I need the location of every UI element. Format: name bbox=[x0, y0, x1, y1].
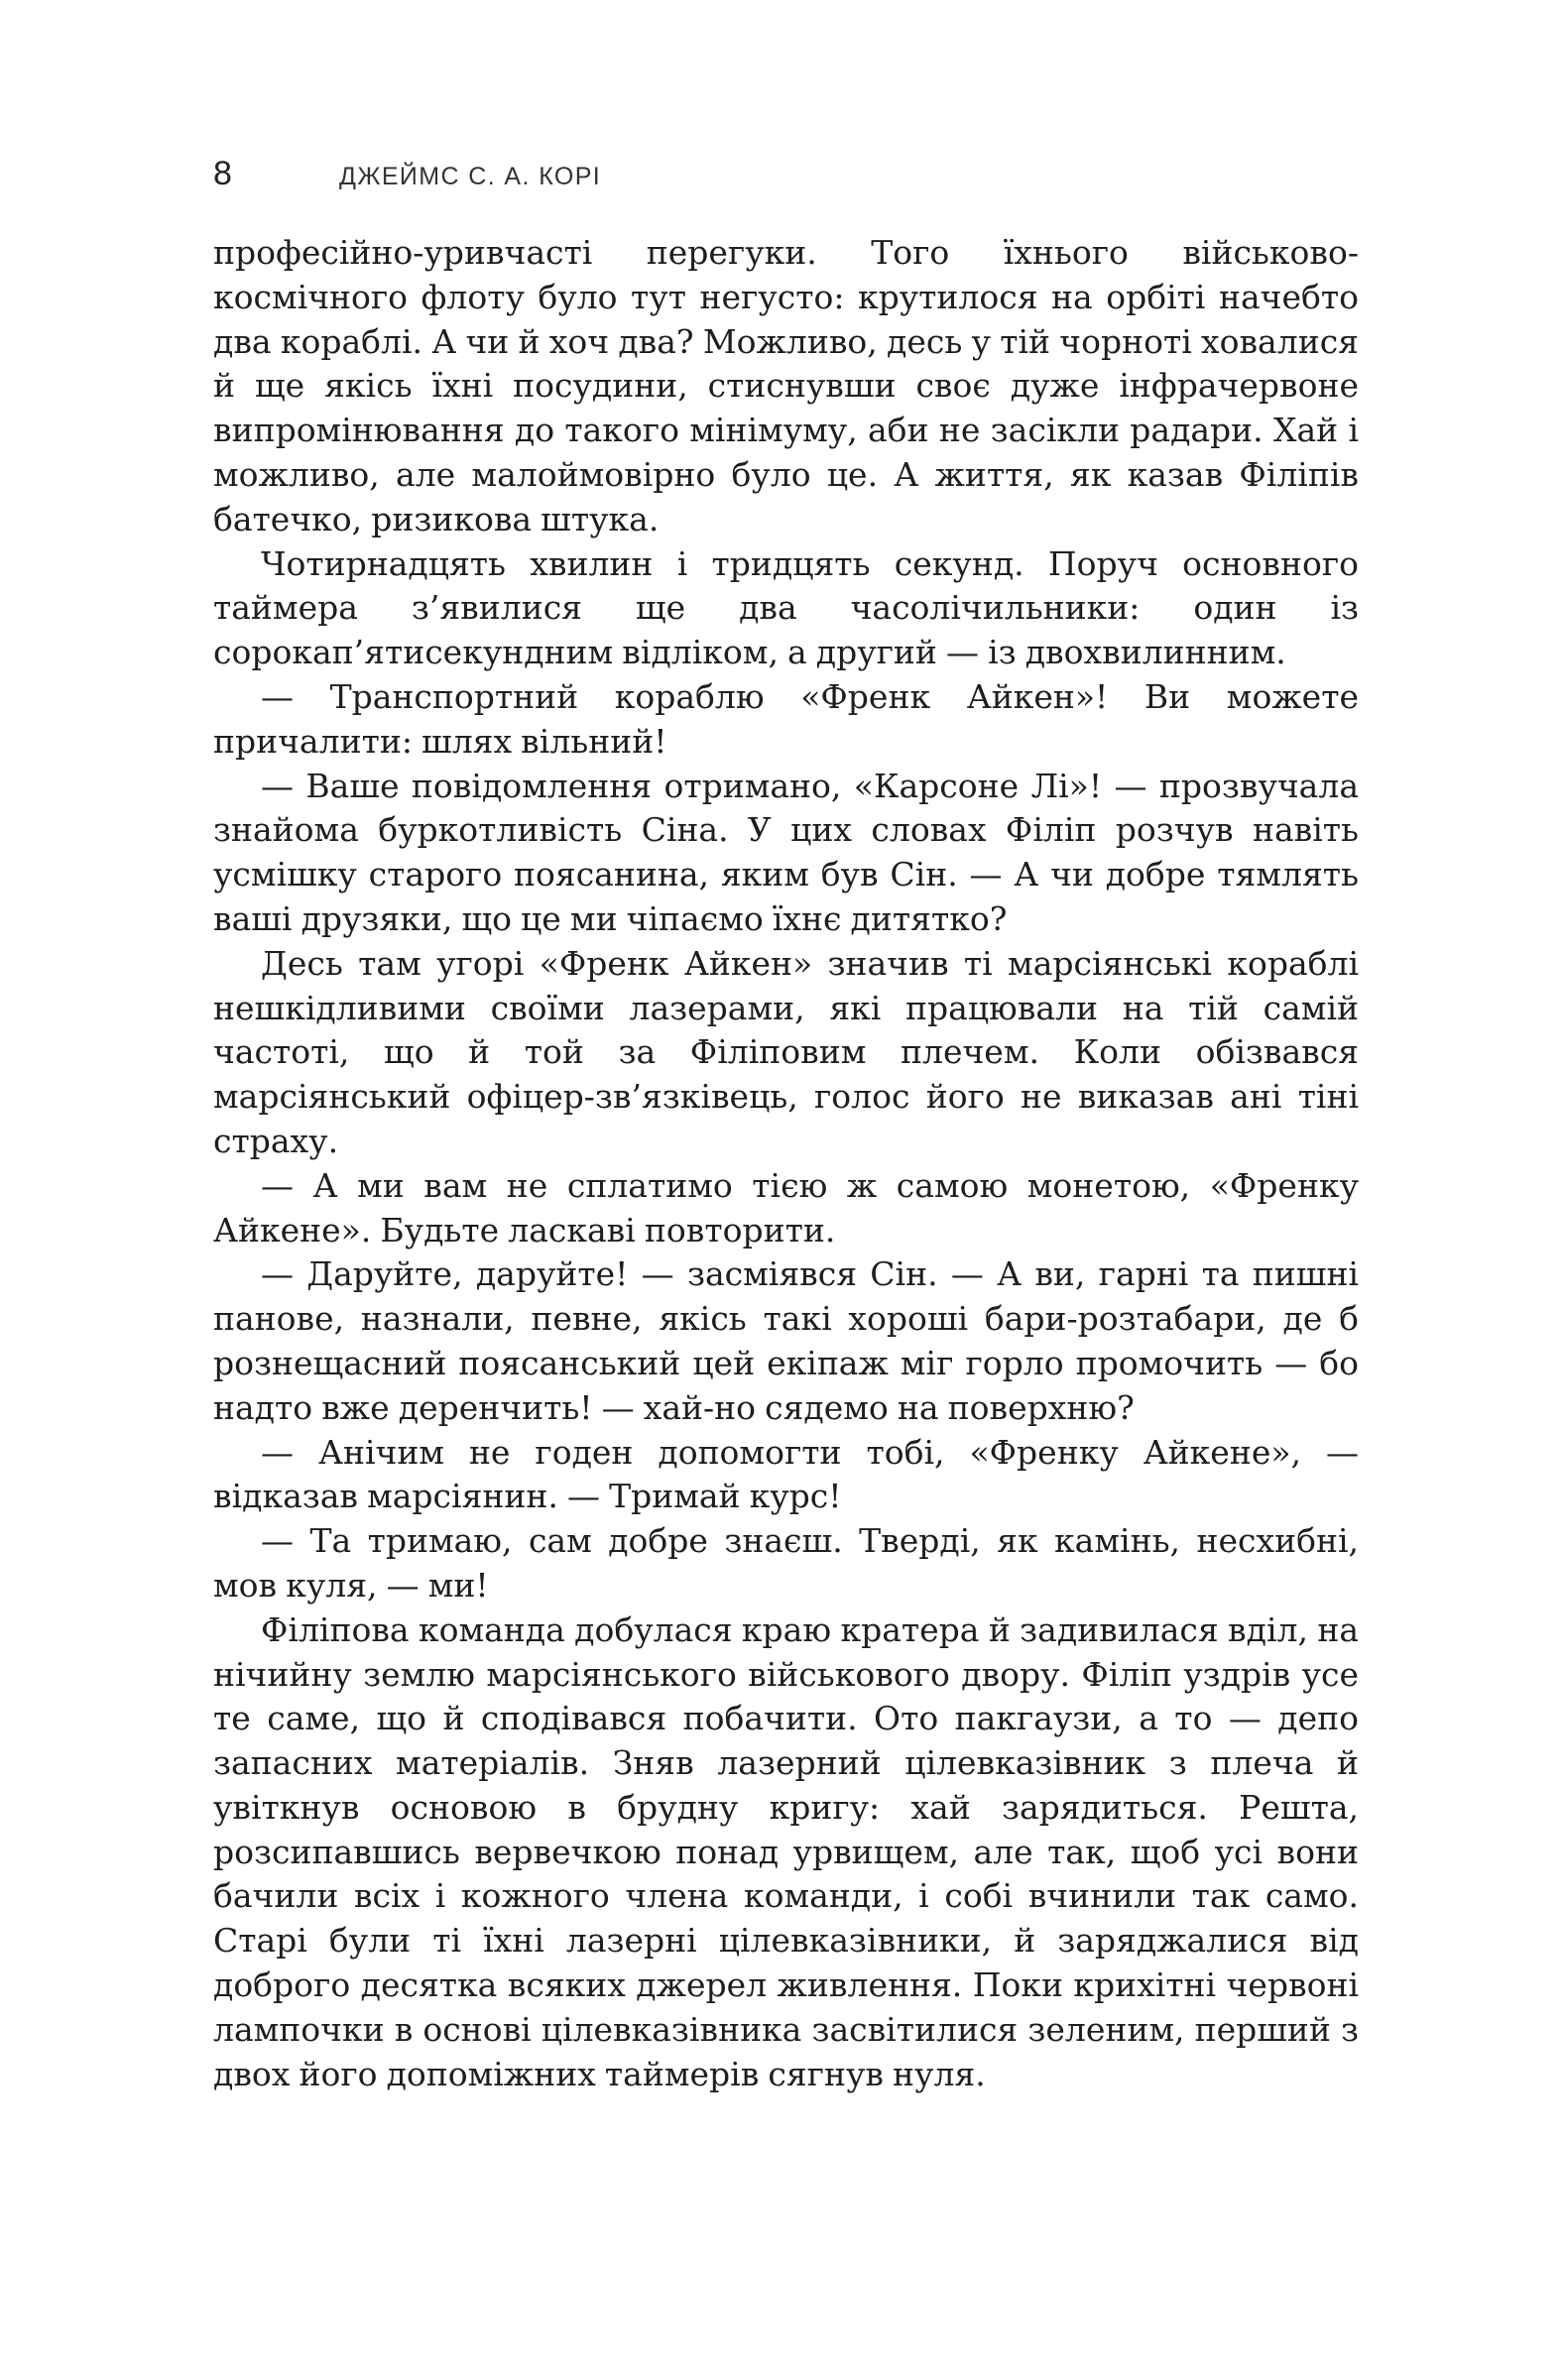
running-header bbox=[213, 155, 601, 194]
paragraph: — А ми вам не сплатимо тією ж самою монетою, «Френку Айкене». Будьте ласкаві повторити. bbox=[213, 1165, 1359, 1250]
paragraph: Філіпова команда добулася краю кратера й задивилася вділ, на нічийну землю марсіянського військового двору. Філіп уздрів усе те саме, що й сподівався побачити. Ото пакгаузи, а то — депо запасних матеріалів. Зняв лазерний цілевказівник з плеча й увіткнув основою в брудну кригу: хай зарядиться. Решта, розсипавшись вервечкою понад урвищем, але так, щоб усі вони бачили всіх і кожного члена команди, і собі вчинили так само. Старі були ті їхні лазерні цілевказівники, й заряджалися від доброго десятка всяких джерел живлення. Поки крихітні червоні лампочки в основі цілевказівника засвітилися зеленим, перший з двох його допоміжних таймерів сягнув нуля. bbox=[213, 1609, 1359, 2093]
header-author: ДЖЕЙМС С. А. КОРІ bbox=[339, 163, 602, 190]
paragraph: — Та тримаю, сам добре знаєш. Тверді, як камінь, несхибні, мов куля, — ми! bbox=[213, 1521, 1359, 1605]
page-number: 8 bbox=[213, 155, 232, 192]
paragraph: — Анічим не годен допомогти тобі, «Френку Айкене», — відказав марсіянин. — Тримай курс! bbox=[213, 1432, 1359, 1516]
paragraph: професійно-уривчасті перегуки. Того їхнього військово-космічного флоту було тут негусто: крутилося на орбіті начебто два кораблі. А чи й хоч два? Можливо, десь у тій чорноті ховалися й ще якісь їхні посудини, стиснувши своє дуже інфрачервоне випромінювання до такого мінімуму, аби не засікли радари. Хай і можливо, але малоймовірно було це. А життя, як казав Філіпів батечко, ризикова штука. bbox=[213, 233, 1359, 538]
paragraph: Десь там угорі «Френк Айкен» значив ті марсіянські кораблі нешкідливими своїми лазерами, які працювали на тій самій частоті, що й той за Філіповим плечем. Коли обізвався марсіянський офіцер-зв’язківець, голос його не виказав ані тіні страху. bbox=[213, 943, 1359, 1160]
paragraph: Чотирнадцять хвилин і тридцять секунд. Поруч основного таймера з’явилися ще два часолічильники: один із сорокап’ятисекундним відліком, а другий — із двохвилинним. bbox=[213, 543, 1359, 672]
paragraph: — Ваше повідомлення отримано, «Карсоне Лі»! — прозвучала знайома буркотливість Сіна. У цих словах Філіп розчув навіть усмішку старого поясанина, яким був Сін. — А чи добре тямлять ваші друзяки, що це ми чіпаємо їхнє дитятко? bbox=[213, 766, 1359, 938]
paragraph: — Даруйте, даруйте! — засміявся Сін. — А ви, гарні та пишні панове, назнали, певне, якісь такі хороші бари-розтабари, де б рознещасний поясанський цей екіпаж міг горло промочить — бо надто вже деренчить! — хай-но сядемо на поверхню? bbox=[213, 1254, 1359, 1427]
paragraph: — Транспортний кораблю «Френк Айкен»! Ви можете причалити: шлях вільний! bbox=[213, 676, 1359, 761]
body-text bbox=[213, 231, 1359, 2096]
